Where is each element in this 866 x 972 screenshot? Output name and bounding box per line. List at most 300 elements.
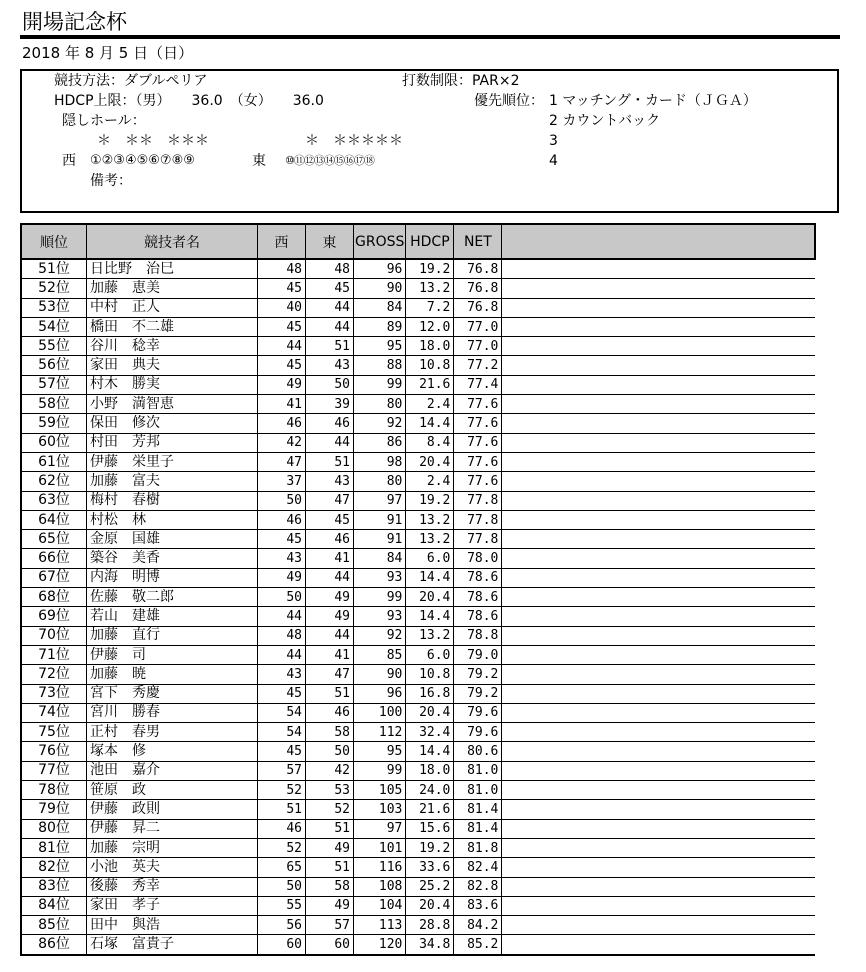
cell-west: 49 (258, 375, 306, 394)
cell-west: 42 (258, 433, 306, 452)
cell-east: 49 (306, 588, 354, 607)
cell-name: 笹原 政 (87, 781, 258, 800)
cell-net: 77.0 (454, 337, 502, 356)
cell-name: 宮川 勝春 (87, 703, 258, 722)
cell-west: 50 (258, 877, 306, 896)
cell-east: 49 (306, 607, 354, 626)
cell-rank: 54位 (21, 317, 87, 336)
table-row (21, 858, 815, 877)
table-row (21, 452, 815, 471)
cell-net: 79.6 (454, 723, 502, 742)
table-row (21, 433, 815, 452)
hidden-stars-east: ＊ ＊＊＊＊＊ (305, 133, 403, 149)
cell-blank (502, 761, 816, 780)
cell-west: 55 (258, 896, 306, 915)
cell-net: 77.4 (454, 375, 502, 394)
event-date: 2018 年 8 月 5 日（日） (22, 44, 194, 62)
table-header-row (21, 224, 815, 259)
priority-3: 3 (549, 133, 558, 149)
cell-rank: 52位 (21, 279, 87, 298)
cell-net: 77.2 (454, 356, 502, 375)
header-east: 東 (306, 224, 354, 259)
cell-gross: 93 (354, 568, 406, 587)
cell-net: 80.6 (454, 742, 502, 761)
cell-net: 82.4 (454, 858, 502, 877)
cell-blank (502, 395, 816, 414)
cell-name: 若山 建雄 (87, 607, 258, 626)
cell-west: 52 (258, 838, 306, 857)
cell-net: 77.8 (454, 491, 502, 510)
cell-blank (502, 588, 816, 607)
cell-name: 村松 林 (87, 510, 258, 529)
cell-east: 47 (306, 665, 354, 684)
cell-west: 52 (258, 781, 306, 800)
table-row (21, 684, 815, 703)
cell-gross: 101 (354, 838, 406, 857)
cell-east: 46 (306, 414, 354, 433)
cell-blank (502, 858, 816, 877)
cell-net: 78.8 (454, 626, 502, 645)
table-row (21, 298, 815, 317)
hdcp-limit: HDCP上限：（男） 36.0 （女） 36.0 (54, 93, 324, 109)
cell-net: 77.6 (454, 452, 502, 471)
cell-blank (502, 916, 816, 935)
table-row (21, 259, 815, 279)
cell-gross: 91 (354, 530, 406, 549)
cell-west: 50 (258, 491, 306, 510)
cell-name: 加藤 直行 (87, 626, 258, 645)
header-net: NET (454, 224, 502, 259)
title-rule (20, 35, 840, 39)
cell-hdcp: 15.6 (406, 819, 454, 838)
cell-name: 家田 典夫 (87, 356, 258, 375)
cell-hdcp: 14.4 (406, 414, 454, 433)
table-row (21, 395, 815, 414)
cell-name: 加藤 宗明 (87, 838, 258, 857)
cell-east: 43 (306, 356, 354, 375)
table-row (21, 414, 815, 433)
cell-name: 加藤 富夫 (87, 472, 258, 491)
cell-gross: 92 (354, 414, 406, 433)
table-row (21, 607, 815, 626)
cell-west: 45 (258, 356, 306, 375)
remarks-label: 備考： (90, 173, 132, 189)
cell-west: 43 (258, 549, 306, 568)
cell-net: 81.0 (454, 781, 502, 800)
cell-west: 48 (258, 626, 306, 645)
cell-east: 41 (306, 645, 354, 664)
cell-rank: 84位 (21, 896, 87, 915)
cell-name: 田中 與浩 (87, 916, 258, 935)
table-row (21, 279, 815, 298)
cell-gross: 84 (354, 549, 406, 568)
cell-blank (502, 645, 816, 664)
cell-blank (502, 665, 816, 684)
table-row (21, 781, 815, 800)
cell-blank (502, 337, 816, 356)
cell-blank (502, 356, 816, 375)
cell-name: 伊藤 司 (87, 645, 258, 664)
cell-net: 84.2 (454, 916, 502, 935)
cell-name: 宮下 秀慶 (87, 684, 258, 703)
cell-gross: 98 (354, 452, 406, 471)
cell-west: 45 (258, 317, 306, 336)
cell-gross: 90 (354, 279, 406, 298)
cell-east: 50 (306, 742, 354, 761)
table-row (21, 510, 815, 529)
cell-rank: 82位 (21, 858, 87, 877)
cell-net: 77.6 (454, 414, 502, 433)
cell-net: 77.8 (454, 530, 502, 549)
cell-rank: 63位 (21, 491, 87, 510)
table-row (21, 742, 815, 761)
cell-name: 加藤 暁 (87, 665, 258, 684)
priority-4: 4 (549, 153, 558, 169)
table-row (21, 317, 815, 336)
cell-east: 39 (306, 395, 354, 414)
cell-net: 79.2 (454, 684, 502, 703)
cell-blank (502, 433, 816, 452)
cell-name: 橋田 不二雄 (87, 317, 258, 336)
stroke-limit: 打数制限：PAR×2 (402, 73, 520, 89)
cell-west: 46 (258, 510, 306, 529)
table-row (21, 645, 815, 664)
cell-hdcp: 21.6 (406, 375, 454, 394)
cell-hdcp: 34.8 (406, 935, 454, 955)
cell-hdcp: 10.8 (406, 665, 454, 684)
cell-east: 44 (306, 298, 354, 317)
cell-gross: 97 (354, 819, 406, 838)
table-row (21, 530, 815, 549)
table-row (21, 916, 815, 935)
cell-gross: 99 (354, 588, 406, 607)
west-holes: ①②③④⑤⑥⑦⑧⑨ (90, 153, 195, 168)
cell-net: 76.8 (454, 298, 502, 317)
cell-net: 78.6 (454, 588, 502, 607)
cell-hdcp: 19.2 (406, 491, 454, 510)
cell-rank: 75位 (21, 723, 87, 742)
table-row (21, 877, 815, 896)
cell-blank (502, 626, 816, 645)
cell-blank (502, 723, 816, 742)
cell-gross: 80 (354, 395, 406, 414)
cell-hdcp: 20.4 (406, 896, 454, 915)
cell-hdcp: 10.8 (406, 356, 454, 375)
cell-west: 51 (258, 800, 306, 819)
cell-blank (502, 549, 816, 568)
cell-net: 82.8 (454, 877, 502, 896)
cell-east: 57 (306, 916, 354, 935)
cell-gross: 92 (354, 626, 406, 645)
cell-east: 41 (306, 549, 354, 568)
cell-gross: 99 (354, 375, 406, 394)
cell-gross: 93 (354, 607, 406, 626)
cell-west: 45 (258, 684, 306, 703)
cell-name: 加藤 恵美 (87, 279, 258, 298)
cell-name: 伊藤 政則 (87, 800, 258, 819)
cell-rank: 68位 (21, 588, 87, 607)
cell-hdcp: 7.2 (406, 298, 454, 317)
priority-2: 2 カウントバック (549, 113, 661, 129)
cell-net: 81.0 (454, 761, 502, 780)
priority-label: 優先順位： (474, 93, 544, 109)
cell-gross: 112 (354, 723, 406, 742)
cell-east: 46 (306, 703, 354, 722)
cell-gross: 99 (354, 761, 406, 780)
cell-name: 保田 修次 (87, 414, 258, 433)
cell-rank: 83位 (21, 877, 87, 896)
cell-rank: 58位 (21, 395, 87, 414)
cell-net: 77.0 (454, 317, 502, 336)
cell-net: 76.8 (454, 259, 502, 279)
cell-west: 43 (258, 665, 306, 684)
cell-east: 45 (306, 279, 354, 298)
table-row (21, 703, 815, 722)
cell-rank: 80位 (21, 819, 87, 838)
cell-name: 伊藤 栄里子 (87, 452, 258, 471)
cell-east: 48 (306, 259, 354, 279)
cell-net: 77.6 (454, 433, 502, 452)
cell-west: 54 (258, 703, 306, 722)
cell-blank (502, 530, 816, 549)
cell-rank: 61位 (21, 452, 87, 471)
cell-net: 77.6 (454, 472, 502, 491)
cell-east: 42 (306, 761, 354, 780)
table-row (21, 549, 815, 568)
cell-blank (502, 838, 816, 857)
cell-west: 49 (258, 568, 306, 587)
cell-net: 78.0 (454, 549, 502, 568)
cell-hdcp: 20.4 (406, 452, 454, 471)
cell-rank: 66位 (21, 549, 87, 568)
cell-net: 79.6 (454, 703, 502, 722)
header-gross: GROSS (354, 224, 406, 259)
cell-rank: 57位 (21, 375, 87, 394)
table-row (21, 568, 815, 587)
cell-blank (502, 375, 816, 394)
cell-gross: 108 (354, 877, 406, 896)
cell-blank (502, 472, 816, 491)
cell-east: 44 (306, 568, 354, 587)
cell-east: 60 (306, 935, 354, 955)
table-row (21, 800, 815, 819)
results-table (20, 223, 816, 956)
cell-name: 正村 春男 (87, 723, 258, 742)
cell-blank (502, 491, 816, 510)
west-label: 西 (62, 153, 76, 169)
cell-east: 44 (306, 317, 354, 336)
cell-blank (502, 414, 816, 433)
cell-east: 53 (306, 781, 354, 800)
cell-rank: 76位 (21, 742, 87, 761)
cell-net: 77.8 (454, 510, 502, 529)
cell-rank: 85位 (21, 916, 87, 935)
cell-east: 58 (306, 877, 354, 896)
cell-name: 塚本 修 (87, 742, 258, 761)
table-body (21, 259, 815, 955)
cell-west: 45 (258, 530, 306, 549)
cell-hdcp: 25.2 (406, 877, 454, 896)
cell-west: 57 (258, 761, 306, 780)
cell-gross: 120 (354, 935, 406, 955)
cell-blank (502, 935, 816, 955)
cell-name: 伊藤 昇二 (87, 819, 258, 838)
cell-hdcp: 32.4 (406, 723, 454, 742)
table-row (21, 626, 815, 645)
table-row (21, 665, 815, 684)
cell-blank (502, 317, 816, 336)
table-row (21, 472, 815, 491)
cell-west: 45 (258, 742, 306, 761)
cell-hdcp: 24.0 (406, 781, 454, 800)
header-west: 西 (258, 224, 306, 259)
cell-hdcp: 6.0 (406, 645, 454, 664)
cell-net: 81.4 (454, 800, 502, 819)
cell-rank: 62位 (21, 472, 87, 491)
cell-name: 佐藤 敬二郎 (87, 588, 258, 607)
cell-name: 梅村 春樹 (87, 491, 258, 510)
cell-rank: 64位 (21, 510, 87, 529)
header-hdcp: HDCP (406, 224, 454, 259)
cell-east: 50 (306, 375, 354, 394)
cell-hdcp: 16.8 (406, 684, 454, 703)
cell-name: 小野 満智恵 (87, 395, 258, 414)
cell-west: 44 (258, 337, 306, 356)
cell-name: 村木 勝実 (87, 375, 258, 394)
cell-hdcp: 2.4 (406, 472, 454, 491)
cell-net: 78.6 (454, 568, 502, 587)
east-label: 東 (252, 153, 266, 169)
cell-rank: 70位 (21, 626, 87, 645)
cell-hdcp: 18.0 (406, 337, 454, 356)
cell-name: 中村 正人 (87, 298, 258, 317)
cell-blank (502, 819, 816, 838)
cell-blank (502, 568, 816, 587)
cell-blank (502, 877, 816, 896)
cell-blank (502, 742, 816, 761)
cell-hdcp: 14.4 (406, 568, 454, 587)
cell-east: 45 (306, 510, 354, 529)
cell-east: 51 (306, 858, 354, 877)
table-row (21, 896, 815, 915)
cell-east: 58 (306, 723, 354, 742)
competition-info-box (20, 69, 839, 213)
cell-name: 金原 国雄 (87, 530, 258, 549)
cell-east: 44 (306, 433, 354, 452)
cell-gross: 89 (354, 317, 406, 336)
cell-blank (502, 703, 816, 722)
cell-hdcp: 13.2 (406, 279, 454, 298)
header-rank: 順位 (21, 224, 87, 259)
cell-rank: 59位 (21, 414, 87, 433)
cell-blank (502, 279, 816, 298)
cell-net: 79.2 (454, 665, 502, 684)
cell-name: 築谷 美香 (87, 549, 258, 568)
table-row (21, 723, 815, 742)
cell-west: 46 (258, 414, 306, 433)
cell-gross: 95 (354, 742, 406, 761)
cell-east: 51 (306, 452, 354, 471)
cell-west: 37 (258, 472, 306, 491)
table-row (21, 761, 815, 780)
cell-blank (502, 452, 816, 471)
cell-rank: 73位 (21, 684, 87, 703)
cell-net: 81.8 (454, 838, 502, 857)
cell-west: 47 (258, 452, 306, 471)
cell-east: 44 (306, 626, 354, 645)
cell-gross: 116 (354, 858, 406, 877)
cell-east: 51 (306, 684, 354, 703)
cell-west: 48 (258, 259, 306, 279)
cell-gross: 91 (354, 510, 406, 529)
table-row (21, 375, 815, 394)
cell-blank (502, 259, 816, 279)
cell-blank (502, 781, 816, 800)
cell-hdcp: 13.2 (406, 510, 454, 529)
cell-rank: 71位 (21, 645, 87, 664)
cell-net: 85.2 (454, 935, 502, 955)
cell-gross: 100 (354, 703, 406, 722)
cell-gross: 88 (354, 356, 406, 375)
cell-net: 83.6 (454, 896, 502, 915)
cell-rank: 77位 (21, 761, 87, 780)
cell-hdcp: 13.2 (406, 530, 454, 549)
table-row (21, 588, 815, 607)
cell-gross: 97 (354, 491, 406, 510)
cell-west: 60 (258, 935, 306, 955)
cell-hdcp: 12.0 (406, 317, 454, 336)
cell-rank: 51位 (21, 259, 87, 279)
cell-west: 56 (258, 916, 306, 935)
cell-west: 65 (258, 858, 306, 877)
table-row (21, 819, 815, 838)
cell-west: 44 (258, 645, 306, 664)
cell-gross: 85 (354, 645, 406, 664)
cell-hdcp: 14.4 (406, 607, 454, 626)
cell-hdcp: 28.8 (406, 916, 454, 935)
cell-rank: 53位 (21, 298, 87, 317)
cell-east: 46 (306, 530, 354, 549)
cell-name: 石塚 富貴子 (87, 935, 258, 955)
cell-rank: 67位 (21, 568, 87, 587)
cell-blank (502, 298, 816, 317)
hidden-holes-label: 隠しホール： (62, 113, 146, 129)
cell-hdcp: 13.2 (406, 626, 454, 645)
table-row (21, 838, 815, 857)
cell-west: 44 (258, 607, 306, 626)
cell-gross: 103 (354, 800, 406, 819)
cell-name: 内海 明博 (87, 568, 258, 587)
table-row (21, 337, 815, 356)
cell-gross: 86 (354, 433, 406, 452)
cell-hdcp: 6.0 (406, 549, 454, 568)
cell-name: 谷川 稔幸 (87, 337, 258, 356)
cell-hdcp: 19.2 (406, 259, 454, 279)
header-blank (502, 224, 816, 259)
cell-rank: 60位 (21, 433, 87, 452)
cell-blank (502, 800, 816, 819)
cell-hdcp: 14.4 (406, 742, 454, 761)
cell-east: 47 (306, 491, 354, 510)
cell-gross: 80 (354, 472, 406, 491)
cell-west: 41 (258, 395, 306, 414)
cell-west: 50 (258, 588, 306, 607)
cell-hdcp: 20.4 (406, 588, 454, 607)
cell-east: 51 (306, 337, 354, 356)
cell-name: 家田 孝子 (87, 896, 258, 915)
cell-name: 小池 英夫 (87, 858, 258, 877)
priority-1: 1 マッチング・カード（ＪＧＡ） (549, 93, 757, 109)
